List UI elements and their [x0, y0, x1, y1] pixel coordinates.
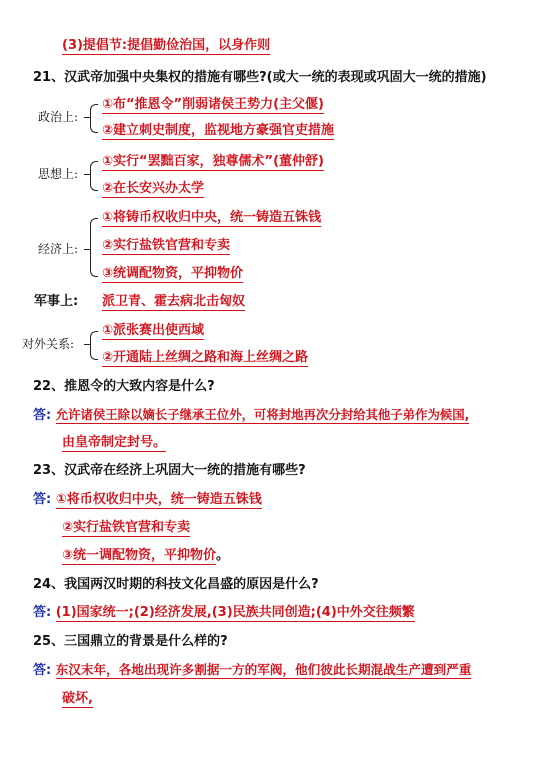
q21-ideology-item-2: ②在长安兴办太学	[102, 181, 205, 196]
q23-answer-label: 答:	[33, 492, 52, 507]
q21-military-text: 派卫青、霍去病北击匈奴	[102, 294, 246, 309]
q23-trailing-mark: 。	[216, 548, 230, 563]
q21-foreign-item-2: ②开通陆上丝绸之路和海上丝绸之路	[102, 350, 309, 365]
q21-economy-item-2: ②实行盐铁官营和专卖	[102, 238, 231, 253]
q25-answer-label: 答:	[33, 663, 52, 678]
q21-political-label: 政治上:	[38, 110, 79, 124]
intro-text: (3)提倡节:提倡勤俭治国，以身作则	[62, 38, 271, 53]
q21-ideology-item-1: ①实行“罢黜百家，独尊儒术”(董仲舒)	[102, 154, 324, 169]
q21-political-item-2: ②建立刺史制度，监视地方豪强官吏措施	[102, 123, 335, 138]
q23-answer-item-3: ③统一调配物资，平抑物价。	[62, 548, 230, 563]
q24-answer-label: 答:	[33, 605, 52, 620]
q21-military-label: 军事上:	[34, 294, 79, 309]
q24-question: 24、我国两汉时期的科技文化昌盛的原因是什么?	[33, 577, 319, 592]
q22-answer-label: 答:	[33, 408, 52, 423]
q22-answer-line-2: 由皇帝制定封号。	[62, 435, 167, 450]
q25-answer-line-2: 破坏,	[62, 691, 93, 706]
intro-line	[62, 37, 270, 55]
foreign-brace	[90, 331, 98, 360]
economy-brace	[90, 218, 98, 277]
q21-economy-label: 经济上:	[38, 242, 79, 256]
q21-foreign-label: 对外关系:	[22, 337, 75, 351]
q22-question: 22、推恩令的大致内容是什么?	[33, 379, 215, 394]
q21-question: 21、汉武帝加强中央集权的措施有哪些?(或大一统的表现或巩固大一统的措施)	[33, 70, 487, 85]
ideology-brace	[90, 161, 98, 191]
q21-economy-item-1: ①将铸币权收归中央，统一铸造五铢钱	[102, 210, 322, 225]
q23-question: 23、汉武帝在经济上巩固大一统的措施有哪些?	[33, 463, 306, 478]
q24-answer-line: 答: (1)国家统一;(2)经济发展,(3)民族共同创造;(4)中外交往频繁	[33, 605, 415, 620]
q22-answer-text-1: 允许诸侯王除以嫡长子继承王位外，可将封地再次分封给其他子弟作为候国,	[55, 407, 470, 422]
q21-economy-item-3: ③统调配物资，平抑物价	[102, 266, 244, 281]
q22-answer-line-1	[33, 406, 469, 425]
q25-answer-line-1: 答: 东汉末年，各地出现许多割据一方的军阀，他们彼此长期混战生产遭到严重	[33, 662, 472, 678]
q21-ideology-label: 思想上:	[38, 167, 79, 181]
q25-question: 25、三国鼎立的背景是什么样的?	[33, 634, 228, 649]
q23-answer-line-1: 答: ①将币权收归中央，统一铸造五铢钱	[33, 492, 262, 507]
q21-foreign-item-1: ①派张赛出使西域	[102, 323, 205, 338]
q23-answer-item-2: ②实行盐铁官营和专卖	[62, 520, 191, 535]
q21-political-item-1: ①布“推恩令”削弱诸侯王势力(主父偃)	[102, 97, 324, 112]
political-brace	[90, 104, 98, 133]
